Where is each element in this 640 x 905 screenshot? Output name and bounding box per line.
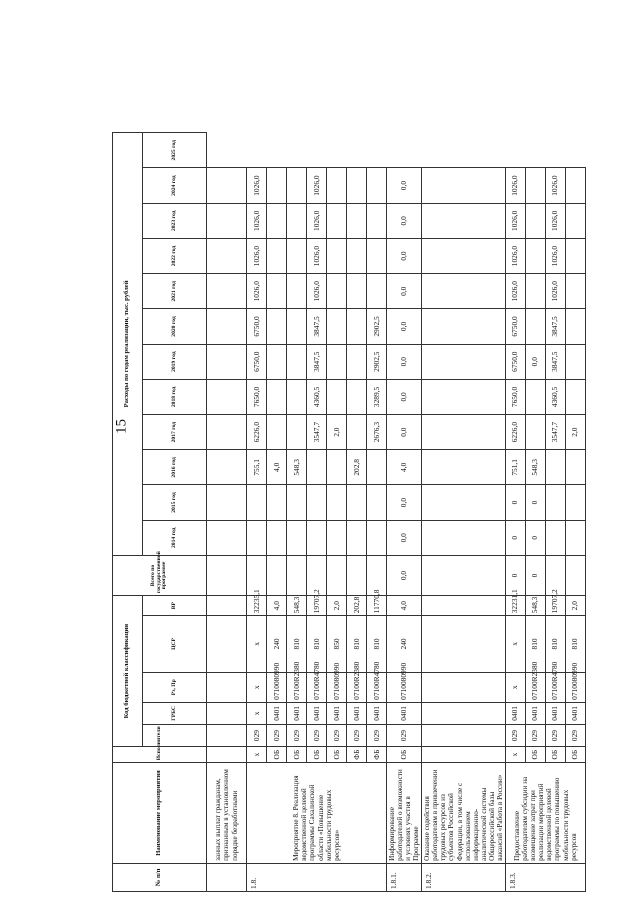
year-value-cell	[267, 168, 287, 203]
code-cell: 0401	[347, 702, 367, 724]
year-value-cell: 1026,0	[307, 203, 327, 238]
year-value-cell: 0	[505, 485, 525, 520]
header-num: № п/п	[113, 863, 207, 891]
year-value-cell	[307, 450, 327, 485]
total-cell	[422, 596, 506, 616]
year-value-cell	[525, 168, 545, 203]
row-name: Мероприятие 8. Реализация ведомственной целевой программы Сахалинской области «Повышение мобильности трудовых ресурсов»	[247, 763, 387, 864]
year-value-cell	[347, 555, 367, 595]
code-cell: 029	[367, 724, 387, 746]
code-cell: 0401	[327, 702, 347, 724]
year-value-cell	[347, 203, 367, 238]
code-cell	[207, 616, 247, 672]
year-value-cell: 0	[505, 520, 525, 555]
year-value-cell: 1026,0	[307, 168, 327, 203]
year-value-cell	[287, 168, 307, 203]
year-value-cell: 1026,0	[307, 274, 327, 309]
year-value-cell	[267, 379, 287, 414]
year-value-cell: 3547,7	[545, 415, 565, 450]
total-cell: 19707,2	[307, 596, 327, 616]
year-value-cell	[307, 520, 327, 555]
total-cell: 11770,8	[367, 596, 387, 616]
code-cell: ОБ	[287, 747, 307, 763]
year-value-cell	[287, 274, 307, 309]
year-value-cell: 3847,5	[307, 309, 327, 344]
year-value-cell	[545, 520, 565, 555]
year-value-cell: 548,3	[287, 450, 307, 485]
year-value-cell	[422, 520, 506, 555]
header-year: 2017 год	[143, 415, 207, 450]
year-value-cell	[327, 309, 347, 344]
code-cell: 0401	[287, 702, 307, 724]
year-value-cell: 6226,0	[505, 415, 525, 450]
year-value-cell: 202,8	[347, 450, 367, 485]
code-cell: 810	[367, 616, 387, 672]
code-cell: 07100R4780	[367, 672, 387, 702]
year-value-cell	[267, 203, 287, 238]
code-cell: 029	[505, 724, 525, 746]
code-cell: х	[247, 747, 267, 763]
row-name: Оказание содействия работодателям в привлечении трудовых ресурсов из субъектов Российской Федерации, в том числе с использованием информационно-аналитической системы Общероссийской базы вакансий «Работа в России»	[422, 763, 506, 864]
year-value-cell: 1026,0	[545, 238, 565, 273]
total-cell: 19707,2	[545, 596, 565, 616]
year-value-cell: 4360,5	[307, 379, 327, 414]
row-name: Информирование работодателей о возможности и условиях участия в Программе	[387, 763, 422, 864]
year-value-cell: 3547,7	[307, 415, 327, 450]
year-value-cell	[565, 485, 585, 520]
year-value-cell	[267, 415, 287, 450]
code-cell: 029	[307, 724, 327, 746]
code-cell: ФБ	[367, 747, 387, 763]
year-value-cell: 0	[525, 485, 545, 520]
year-value-cell: 0,0	[387, 344, 422, 379]
year-value-cell	[422, 415, 506, 450]
code-cell: 07100R4780	[307, 672, 327, 702]
table-row	[387, 133, 422, 892]
row-number: 1.8.1.	[387, 863, 422, 891]
year-value-cell	[565, 274, 585, 309]
year-value-cell	[545, 485, 565, 520]
year-value-cell	[207, 344, 247, 379]
year-value-cell: 0,0	[387, 274, 422, 309]
header-year: 2025 год	[143, 133, 207, 168]
year-value-cell: 2902,5	[367, 344, 387, 379]
year-value-cell	[347, 344, 367, 379]
code-cell: 0710080990	[327, 672, 347, 702]
row-name: Предоставление работодателям субсидии на возмещение затрат при реализации мероприятий ведомственной целевой программы по повышению мобильности трудовых ресурсов	[505, 763, 585, 864]
year-value-cell: 1026,0	[545, 203, 565, 238]
code-cell	[422, 747, 506, 763]
year-value-cell	[565, 168, 585, 203]
year-value-cell	[207, 274, 247, 309]
code-cell: ОБ	[545, 747, 565, 763]
table-row	[422, 133, 506, 892]
year-value-cell: 1026,0	[545, 274, 565, 309]
year-value-cell	[327, 450, 347, 485]
year-value-cell	[287, 238, 307, 273]
code-cell: 0401	[565, 702, 585, 724]
code-cell: х	[247, 702, 267, 724]
year-value-cell: 751,1	[505, 450, 525, 485]
code-cell: х	[505, 747, 525, 763]
code-cell	[207, 672, 247, 702]
year-value-cell	[422, 555, 506, 595]
code-cell	[422, 724, 506, 746]
year-value-cell	[422, 450, 506, 485]
code-cell: х	[247, 616, 267, 672]
total-cell: 548,3	[525, 596, 545, 616]
total-cell: 32235,1	[247, 596, 267, 616]
code-cell	[207, 747, 247, 763]
header-year: 2018 год	[143, 379, 207, 414]
year-value-cell: 0,0	[387, 555, 422, 595]
header-name: Наименование мероприятия	[113, 763, 207, 864]
year-value-cell	[207, 238, 247, 273]
code-cell: 029	[387, 724, 422, 746]
total-cell: 548,3	[287, 596, 307, 616]
total-cell: 4,0	[387, 596, 422, 616]
year-value-cell: 1026,0	[247, 168, 267, 203]
year-value-cell	[267, 274, 287, 309]
year-value-cell	[207, 485, 247, 520]
header-year: 2023 год	[143, 203, 207, 238]
table-row	[505, 133, 525, 892]
code-cell: ОБ	[387, 747, 422, 763]
year-value-cell: 6750,0	[247, 344, 267, 379]
year-value-cell	[565, 203, 585, 238]
table-row	[247, 133, 267, 892]
year-value-cell: 0,0	[387, 309, 422, 344]
year-value-cell	[367, 238, 387, 273]
year-value-cell	[287, 555, 307, 595]
year-value-cell	[422, 168, 506, 203]
year-value-cell: 1026,0	[505, 203, 525, 238]
year-value-cell	[525, 203, 545, 238]
header-year: 2020 год	[143, 309, 207, 344]
year-value-cell: 3847,5	[545, 309, 565, 344]
year-value-cell	[327, 274, 347, 309]
rotated-table-container	[112, 132, 582, 892]
year-value-cell: 0,0	[387, 168, 422, 203]
row-name: занных выплат гражданам, признанным в установленном порядке безработными	[207, 763, 247, 864]
year-value-cell: 1026,0	[247, 274, 267, 309]
row-number: 1.8.2.	[422, 863, 506, 891]
code-cell: 0401	[367, 702, 387, 724]
code-cell: 810	[307, 616, 327, 672]
year-value-cell	[565, 344, 585, 379]
year-value-cell	[207, 555, 247, 595]
header-year: 2019 год	[143, 344, 207, 379]
year-value-cell	[267, 238, 287, 273]
year-value-cell	[207, 520, 247, 555]
year-value-cell	[207, 379, 247, 414]
year-value-cell	[287, 203, 307, 238]
row-number: 1.8.3.	[505, 863, 585, 891]
year-value-cell: 2,0	[565, 415, 585, 450]
year-value-cell: 0,0	[387, 238, 422, 273]
code-cell: 0710080990	[267, 672, 287, 702]
year-value-cell: 0,0	[525, 344, 545, 379]
year-value-cell	[565, 450, 585, 485]
code-cell: ОБ	[525, 747, 545, 763]
year-value-cell	[525, 274, 545, 309]
year-value-cell	[207, 203, 247, 238]
year-value-cell	[207, 168, 247, 203]
code-cell	[207, 702, 247, 724]
code-cell: 0401	[307, 702, 327, 724]
code-cell: 810	[287, 616, 307, 672]
year-value-cell	[287, 485, 307, 520]
year-value-cell	[347, 168, 367, 203]
year-value-cell	[525, 379, 545, 414]
year-value-cell	[422, 238, 506, 273]
header-year: 2016 год	[143, 450, 207, 485]
header-year: 2022 год	[143, 238, 207, 273]
code-cell	[422, 672, 506, 702]
year-value-cell	[267, 309, 287, 344]
header-year: 2015 год	[143, 485, 207, 520]
year-value-cell	[287, 379, 307, 414]
code-cell: 0401	[267, 702, 287, 724]
year-value-cell: 1026,0	[505, 168, 525, 203]
total-cell: 4,0	[267, 596, 287, 616]
year-value-cell	[565, 309, 585, 344]
year-value-cell: 0	[525, 520, 545, 555]
year-value-cell	[422, 379, 506, 414]
year-value-cell	[327, 238, 347, 273]
code-cell: 029	[247, 724, 267, 746]
code-cell: 029	[287, 724, 307, 746]
year-value-cell	[267, 520, 287, 555]
code-cell: 810	[525, 616, 545, 672]
code-cell: ОБ	[307, 747, 327, 763]
code-cell	[207, 724, 247, 746]
year-value-cell	[525, 309, 545, 344]
year-value-cell	[207, 450, 247, 485]
code-cell: 810	[545, 616, 565, 672]
year-value-cell	[287, 309, 307, 344]
header-vr: ВР	[143, 596, 207, 616]
year-value-cell	[287, 415, 307, 450]
header-year: 2021 год	[143, 274, 207, 309]
year-value-cell	[327, 168, 347, 203]
header-year: 2014 год	[143, 520, 207, 555]
year-value-cell: 1026,0	[247, 238, 267, 273]
year-value-cell	[247, 485, 267, 520]
year-value-cell	[565, 379, 585, 414]
code-cell: 240	[387, 616, 422, 672]
header-exec: Исполнители	[113, 747, 207, 763]
code-cell: 810	[565, 616, 585, 672]
year-value-cell	[347, 520, 367, 555]
header-expenditure-group: Расходы по годам реализации, тыс. рублей	[113, 133, 143, 556]
year-value-cell	[207, 309, 247, 344]
code-cell: 07100R2380	[287, 672, 307, 702]
code-cell: ОБ	[267, 747, 287, 763]
year-value-cell	[367, 450, 387, 485]
year-value-cell	[267, 344, 287, 379]
year-value-cell: 4,0	[387, 450, 422, 485]
year-value-cell	[422, 203, 506, 238]
year-value-cell	[565, 555, 585, 595]
code-cell: 810	[347, 616, 367, 672]
year-value-cell	[525, 238, 545, 273]
year-value-cell	[327, 555, 347, 595]
code-cell: х	[505, 672, 525, 702]
year-value-cell: 6750,0	[505, 309, 525, 344]
year-value-cell: 2902,5	[367, 309, 387, 344]
header-rzpr: Рз, Пр	[143, 672, 207, 702]
year-value-cell	[307, 485, 327, 520]
year-value-cell	[367, 168, 387, 203]
year-value-cell	[422, 485, 506, 520]
year-value-cell	[347, 415, 367, 450]
row-number: 1.8.	[247, 863, 387, 891]
year-value-cell	[347, 274, 367, 309]
year-value-cell	[422, 344, 506, 379]
code-cell: 0401	[387, 702, 422, 724]
table-row	[207, 133, 247, 892]
year-value-cell	[545, 450, 565, 485]
year-value-cell	[565, 238, 585, 273]
code-cell: 850	[327, 616, 347, 672]
year-value-cell	[367, 520, 387, 555]
code-cell	[422, 702, 506, 724]
row-number	[207, 863, 247, 891]
code-cell: 029	[545, 724, 565, 746]
year-value-cell: 548,3	[525, 450, 545, 485]
table-body	[207, 133, 586, 892]
year-value-cell: 0	[525, 555, 545, 595]
code-cell: 029	[267, 724, 287, 746]
year-value-cell: 3289,5	[367, 379, 387, 414]
code-cell: 07100R2380	[347, 672, 367, 702]
code-cell: 07100R2380	[525, 672, 545, 702]
code-cell: 029	[347, 724, 367, 746]
year-value-cell	[287, 520, 307, 555]
year-value-cell	[327, 520, 347, 555]
code-cell: 0710080990	[565, 672, 585, 702]
total-cell	[207, 596, 247, 616]
total-cell: 32231,1	[505, 596, 525, 616]
year-value-cell	[327, 344, 347, 379]
year-value-cell: 0,0	[387, 203, 422, 238]
code-cell: 029	[327, 724, 347, 746]
year-value-cell: 1026,0	[505, 274, 525, 309]
code-cell: ФБ	[347, 747, 367, 763]
year-value-cell: 6226,0	[247, 415, 267, 450]
code-cell: 0401	[505, 702, 525, 724]
year-value-cell: 2,0	[327, 415, 347, 450]
year-value-cell	[267, 485, 287, 520]
year-value-cell: 6750,0	[505, 344, 525, 379]
header-csr: ЦСР	[143, 616, 207, 672]
code-cell: 0401	[545, 702, 565, 724]
year-value-cell: 1026,0	[307, 238, 327, 273]
year-value-cell	[347, 309, 367, 344]
year-value-cell: 755,1	[247, 450, 267, 485]
year-value-cell: 3847,5	[307, 344, 327, 379]
year-value-cell: 0,0	[387, 415, 422, 450]
total-cell: 2,0	[565, 596, 585, 616]
year-value-cell	[565, 520, 585, 555]
year-value-cell	[422, 309, 506, 344]
year-value-cell	[422, 274, 506, 309]
year-value-cell: 1026,0	[505, 238, 525, 273]
year-value-cell	[367, 274, 387, 309]
year-value-cell	[327, 485, 347, 520]
year-value-cell: 7650,0	[505, 379, 525, 414]
page-number: 15	[113, 419, 130, 434]
code-cell: 07100R4780	[545, 672, 565, 702]
year-value-cell: 0,0	[387, 485, 422, 520]
year-value-cell	[367, 485, 387, 520]
total-cell: 2,0	[327, 596, 347, 616]
header-source-code	[143, 724, 207, 746]
year-value-cell	[287, 344, 307, 379]
code-cell: ОБ	[327, 747, 347, 763]
year-value-cell: 6750,0	[247, 309, 267, 344]
year-value-cell: 1026,0	[545, 168, 565, 203]
year-value-cell	[347, 379, 367, 414]
year-value-cell	[347, 485, 367, 520]
year-value-cell: 7650,0	[247, 379, 267, 414]
header-total: Всего по государственной программе	[113, 555, 207, 595]
code-cell: 029	[565, 724, 585, 746]
header-grbs: ГРБС	[143, 702, 207, 724]
year-value-cell: 0	[505, 555, 525, 595]
code-cell: 240	[267, 616, 287, 672]
expenditure-table	[112, 132, 586, 892]
code-cell	[422, 616, 506, 672]
year-value-cell: 4,0	[267, 450, 287, 485]
year-value-cell	[327, 203, 347, 238]
total-cell: 202,8	[347, 596, 367, 616]
year-value-cell	[247, 520, 267, 555]
code-cell: х	[247, 672, 267, 702]
year-value-cell	[367, 203, 387, 238]
year-value-cell: 0,0	[387, 379, 422, 414]
year-value-cell: 1026,0	[247, 203, 267, 238]
code-cell: 0401	[525, 702, 545, 724]
year-value-cell	[327, 379, 347, 414]
year-value-cell	[525, 415, 545, 450]
year-value-cell: 3847,5	[545, 344, 565, 379]
code-cell: х	[505, 616, 525, 672]
year-value-cell: 0,0	[387, 520, 422, 555]
year-value-cell	[347, 238, 367, 273]
year-value-cell	[207, 415, 247, 450]
code-cell: 0710080990	[387, 672, 422, 702]
code-cell: ОБ	[565, 747, 585, 763]
year-value-cell: 4360,5	[545, 379, 565, 414]
header-year: 2024 год	[143, 168, 207, 203]
header-code-group: Код бюджетной классификации	[113, 596, 143, 747]
code-cell: 029	[525, 724, 545, 746]
year-value-cell	[267, 555, 287, 595]
year-value-cell: 2676,3	[367, 415, 387, 450]
